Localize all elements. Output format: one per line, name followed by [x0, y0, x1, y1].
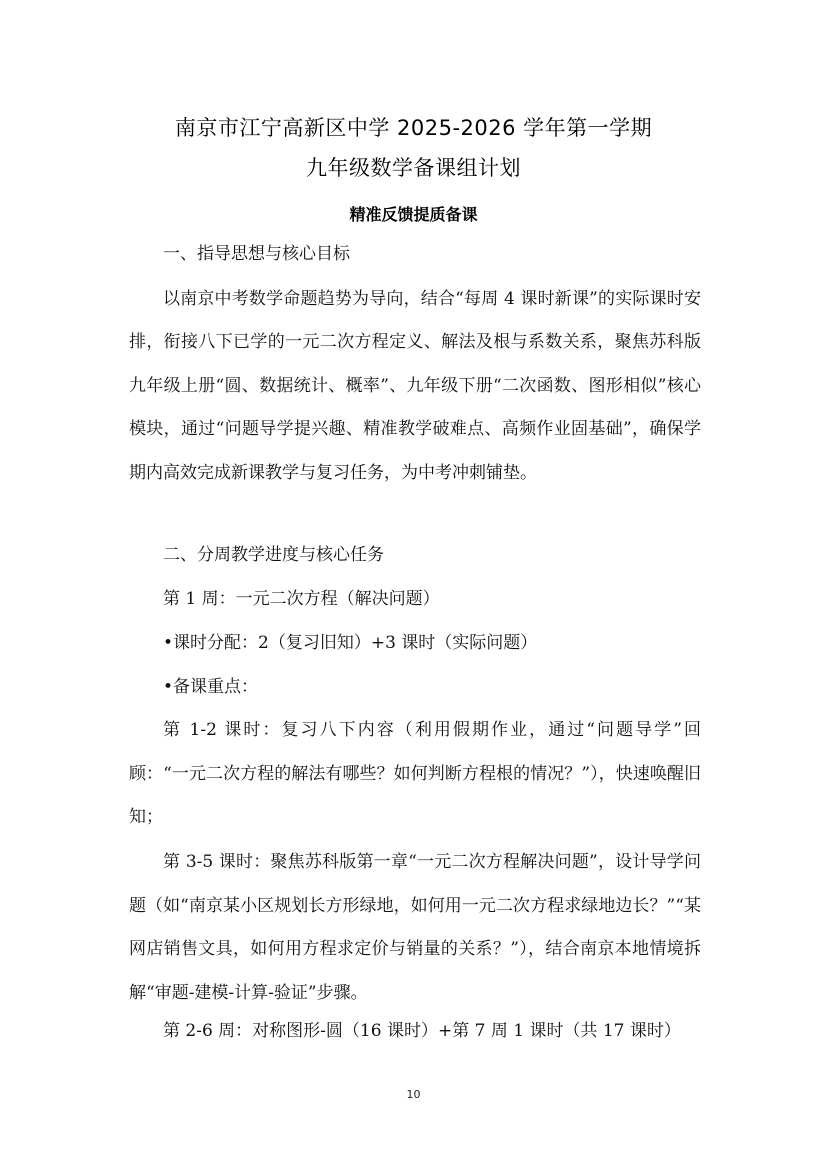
week1-focus-label: •备课重点： [163, 677, 259, 697]
week1-hours: •课时分配：2（复习旧知）+3 课时（实际问题） [163, 633, 538, 653]
page-number: 10 [406, 1088, 421, 1101]
document-title-line2: 九年级数学备课组计划 [306, 156, 521, 180]
document-subtitle: 精准反馈提质备课 [349, 205, 478, 224]
document-title-line1: 南京市江宁高新区中学 2025-2026 学年第一学期 [174, 116, 653, 140]
week1-lessons-1-2: 第 1-2 课时：复习八下内容（利用假期作业，通过“问题导学”回顾：“一元二次方程的解法有哪些？如何判断方程根的情况？”），快速唤醒旧知； [129, 720, 701, 828]
week1-title: 第 1 周：一元二次方程（解决问题） [163, 589, 440, 609]
section2-heading: 二、分周教学进度与核心任务 [163, 545, 384, 565]
week2-6-title: 第 2-6 周：对称图形-圆（16 课时）+第 7 周 1 课时（共 17 课时） [163, 1021, 681, 1041]
week1-lessons-3-5: 第 3-5 课时：聚焦苏科版第一章“一元二次方程解决问题”，设计导学问题（如“南京某小区规划长方形绿地，如何用一元二次方程求绿地边长？”“某网店销售文具，如何用方程求定价与销量的关系？”），结合南京本地情境拆解“审题-建模-计算-验证”步骤。 [129, 852, 701, 1003]
section1-heading: 一、指导思想与核心目标 [163, 244, 350, 264]
section1-body: 以南京中考数学命题趋势为导向，结合“每周 4 课时新课”的实际课时安排，衔接八下已学的一元二次方程定义、解法及根与系数关系，聚焦苏科版九年级上册“圆、数据统计、概率”、九年级下册“二次函数、图形相似”核心模块，通过“问题导学提兴趣、精准教学破难点、高频作业固基础”，确保学期内高效完成新课教学与复习任务，为中考冲刺铺垫。 [129, 289, 701, 483]
